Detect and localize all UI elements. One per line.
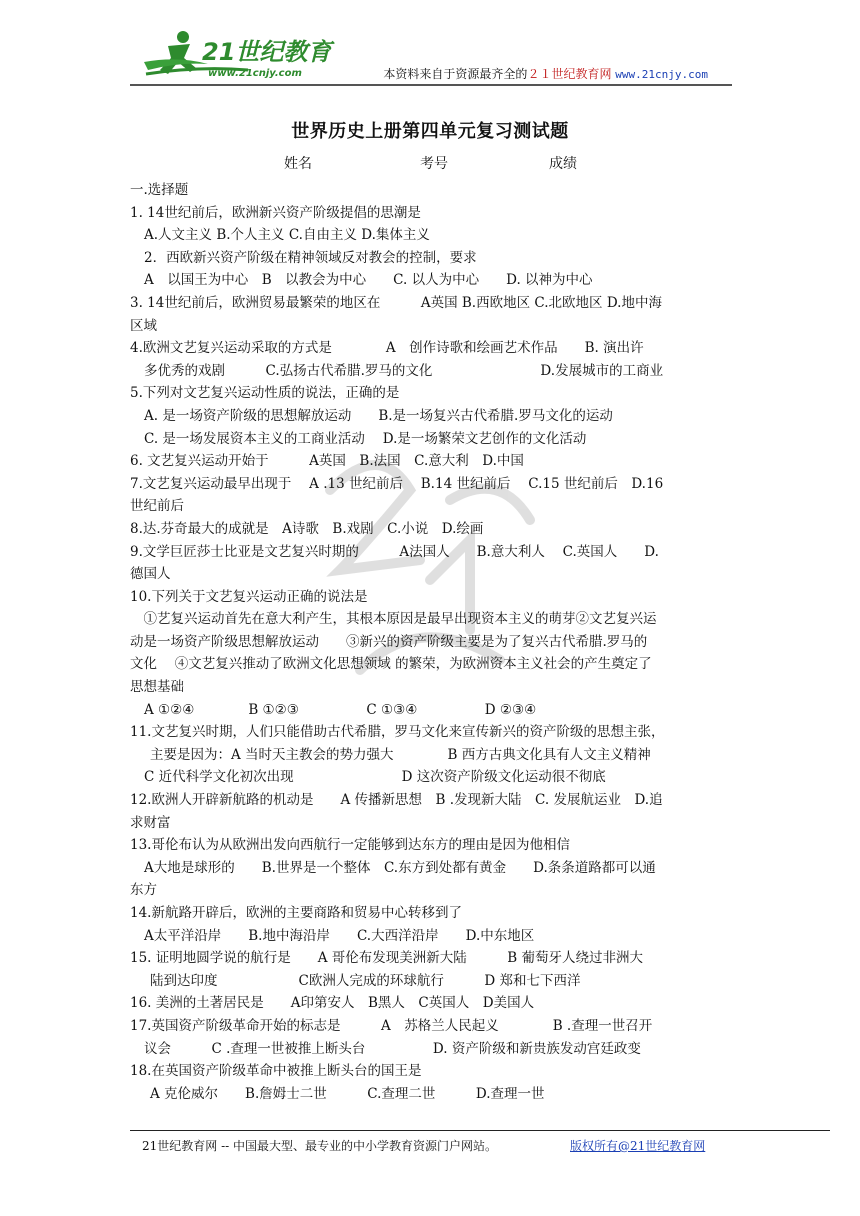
question-11: 11.文艺复兴时期，人们只能借助古代希腊，罗马文化来宣传新兴的资产阶级的思想主张， [130, 724, 665, 741]
logo-text: 21世纪教育 [202, 38, 332, 66]
source-site-link[interactable]: ２１世纪教育网 [527, 67, 612, 81]
question-13: 13.哥伦布认为从欧洲出发向西航行一定能够到达东方的理由是因为他相信 [130, 837, 570, 854]
question-10-statement-3: 文化 ④文艺复兴推动了欧洲文化思想领域 的繁荣，为欧洲资本主义社会的产生奠定了 [130, 656, 652, 673]
question-13-continued: 东方 [130, 882, 157, 899]
question-10-statement-2: 动是一场资产阶级思想解放运动 ③新兴的资产阶级主要是为了复兴古代希腊.罗马的 [130, 633, 648, 650]
question-3: 3. 14世纪前后，欧洲贸易最繁荣的地区在 A英国 B.西欧地区 C.北欧地区 D.地中海 [130, 294, 662, 311]
source-url-link[interactable]: www.21cnjy.com [615, 68, 708, 81]
question-9-continued: 德国人 [130, 566, 171, 583]
footer-divider [130, 1130, 830, 1131]
question-4-options: 多优秀的戏剧 C.弘扬古代希腊.罗马的文化 D.发展城市的工商业 [144, 362, 664, 379]
copyright-link[interactable]: 版权所有@21世纪教育网 [570, 1139, 706, 1153]
question-18: 18.在英国资产阶级革命中被推上断头台的国王是 [130, 1063, 422, 1080]
question-5: 5.下列对文艺复兴运动性质的说法，正确的是 [130, 385, 400, 402]
question-9: 9.文学巨匠莎士比亚是文艺复兴时期的 A法国人 B.意大利人 C.英国人 D. [130, 543, 659, 560]
question-6: 6. 文艺复兴运动开始于 A英国 B.法国 C.意大利 D.中国 [130, 453, 524, 470]
question-7: 7.文艺复兴运动最早出现于 A .13 世纪前后 B.14 世纪前后 C.15 世纪前后 D.16 [130, 475, 664, 492]
question-15: 15. 证明地圆学说的航行是 A 哥伦布发现美洲新大陆 B 葡萄牙人绕过非洲大 [130, 950, 644, 967]
question-14-options: A太平洋沿岸 B.地中海沿岸 C.大西洋沿岸 D.中东地区 [144, 927, 535, 944]
question-12: 12.欧洲人开辟新航路的机动是 A 传播新思想 B .发现新大陆 C. 发展航运业 D.追 [130, 792, 663, 809]
question-13-options: A大地是球形的 B.世界是一个整体 C.东方到处都有黄金 D.条条道路都可以通 [144, 859, 656, 876]
question-3-continued: 区域 [130, 317, 157, 334]
name-field-label: 姓名 [284, 156, 312, 172]
question-17-options: 议会 C .查理一世被推上断头台 D. 资产阶级和新贵族发动宫廷政变 [144, 1040, 641, 1057]
source-note [383, 65, 708, 82]
question-4: 4.欧洲文艺复兴运动采取的方式是 A 创作诗歌和绘画艺术作品 B. 演出许 [130, 340, 644, 357]
student-info-fields [0, 153, 860, 173]
question-11-options-ab: 主要是因为：A 当时天主教会的势力强大 B 西方古典文化具有人文主义精神 [150, 746, 651, 763]
logo-url-text: www.21cnjy.com [208, 68, 302, 79]
question-11-options-cd: C 近代科学文化初次出现 D 这次资产阶级文化运动很不彻底 [144, 769, 606, 786]
score-field-label: 成绩 [549, 156, 577, 172]
question-18-options: A 克伦威尔 B.詹姆士二世 C.查理二世 D.查理一世 [150, 1085, 545, 1102]
number-field-label: 考号 [420, 156, 448, 172]
question-14: 14.新航路开辟后，欧洲的主要商路和贸易中心转移到了 [130, 905, 462, 921]
question-1-options: A.人文主义 B.个人主义 C.自由主义 D.集体主义 [144, 227, 430, 244]
question-10-statement-1: ①艺复兴运动首先在意大利产生，其根本原因是最早出现资本主义的萌芽②文艺复兴运 [130, 611, 657, 628]
question-5-options-cd: C. 是一场发展资本主义的工商业活动 D.是一场繁荣文艺创作的文化活动 [144, 430, 587, 447]
footer-text: 21世纪教育网 -- 中国最大型、最专业的中小学教育资源门户网站。 [142, 1139, 498, 1153]
site-logo[interactable] [138, 28, 348, 82]
header-divider [130, 84, 732, 86]
question-16: 16. 美洲的土著居民是 A印第安人 B黑人 C英国人 D美国人 [130, 995, 535, 1012]
question-1: 1. 14世纪前后，欧洲新兴资产阶级提倡的思潮是 [130, 204, 421, 221]
page-header [130, 28, 732, 86]
question-17: 17.英国资产阶级革命开始的标志是 A 苏格兰人民起义 B .查理一世召开 [130, 1017, 653, 1034]
source-note-prefix: 本资料来自于资源最齐全的 [383, 67, 528, 81]
question-12-continued: 求财富 [130, 814, 171, 831]
logo-graphic [138, 28, 348, 82]
question-10-options: A ①②④ B ①②③ C ①③④ D ②③④ [144, 701, 537, 718]
question-2-options: A 以国王为中心 B 以教会为中心 C. 以人为中心 D. 以神为中心 [144, 272, 593, 289]
question-list [130, 179, 734, 1105]
section-heading: 一.选择题 [130, 182, 189, 198]
page-footer [142, 1137, 822, 1154]
question-2: 2．西欧新兴资产阶级在精神领域反对教会的控制，要求 [144, 249, 477, 266]
question-5-options-ab: A. 是一场资产阶级的思想解放运动 B.是一场复兴古代希腊.罗马文化的运动 [144, 407, 613, 424]
question-7-continued: 世纪前后 [130, 498, 184, 515]
question-10: 10.下列关于文艺复兴运动正确的说法是 [130, 588, 368, 605]
question-10-statement-4: 思想基础 [130, 679, 184, 696]
page-title: 世界历史上册第四单元复习测试题 [291, 121, 569, 142]
question-15-options: 陆到达印度 C欧洲人完成的环球航行 D 郑和七下西洋 [150, 972, 581, 989]
question-8: 8.达.芬奇最大的成就是 A诗歌 B.戏剧 C.小说 D.绘画 [130, 520, 484, 537]
